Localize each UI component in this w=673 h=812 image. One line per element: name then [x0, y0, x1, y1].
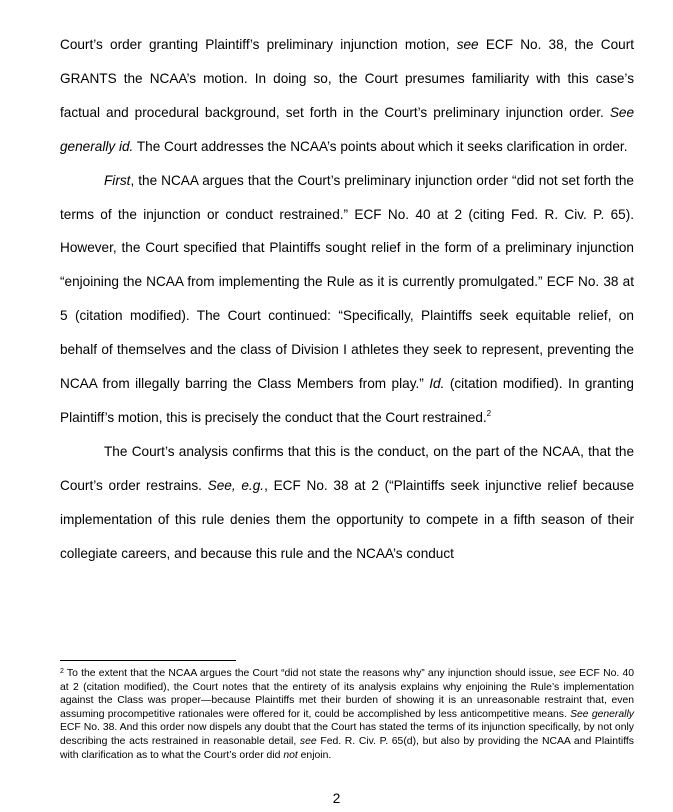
text-run: The Court addresses the NCAA’s points about which it seeks clarification in order.	[133, 138, 628, 154]
italic-lead-word: First	[104, 172, 131, 188]
italic-citation-signal: See generally	[570, 708, 634, 720]
footnote-separator	[60, 660, 236, 661]
italic-citation-signal: Id.	[429, 376, 445, 392]
text-run: Fed. R. Civ. P. 65(d), but also by providing the NCAA and Plaintiffs with clarification as to what the Court’s order did	[60, 735, 634, 761]
text-run: (citation modified). In granting Plaintiff’s motion, this is precisely the conduct that the Court restrained.	[60, 376, 634, 425]
italic-citation-signal: see	[559, 668, 576, 679]
text-run: ECF No. 38. And this order now dispels any doubt that the Court has stated the terms of its injunction specifically, by not only describing the acts restrained in reasonable detail,	[60, 722, 634, 747]
footnote-reference[interactable]: 2	[486, 408, 492, 418]
text-run: Court’s order granting Plaintiff’s preliminary injunction motion,	[60, 37, 457, 52]
paragraph-2	[60, 164, 634, 435]
body-text	[60, 28, 634, 571]
italic-citation-signal: see	[299, 735, 317, 747]
text-run: , the NCAA argues that the Court’s preliminary injunction order “did not set forth the terms of the injunction or conduct restrained.” ECF No. 40 at 2 (citing Fed. R. Civ. P. 65). However, the Court specified that Plaintiffs sought relief in the form of a preliminary injunction “enjoining the NCAA from implementing the Rule as it is currently promulgated.” ECF No. 38 at 5 (citation modified). The Court continued: “Specifically, Plaintiffs seek equitable relief, on behalf of themselves and the class of Division I athletes they seek to represent, preventing the NCAA from illegally barring the Class Members from play.”	[60, 172, 634, 392]
text-run: The Court’s analysis confirms that this is the conduct, on the part of the NCAA, that the Court’s order restrains.	[60, 443, 634, 493]
footnote	[60, 667, 634, 762]
footnote-number: 2	[60, 668, 64, 675]
italic-emphasis: not	[283, 749, 298, 761]
italic-citation-signal: See, e.g.	[207, 477, 265, 493]
text-run: ECF No. 38, the Court GRANTS the NCAA’s motion. In doing so, the Court presumes familiarity with this case’s factual and procedural background, set forth in the Court’s preliminary injunction order.	[60, 37, 634, 120]
text-run: ECF No. 40 at 2 (citation modified), the Court notes that the entirety of its analysis explains why enjoining the Rule’s implementation against the Class was proper—because Plaintiffs met their burden of showing it is an unreasonable restraint that, even assuming procompetitive rationales were offered for it, could be accomplished by less anticompetitive means.	[60, 668, 635, 720]
text-run: enjoin.	[297, 749, 332, 761]
italic-citation-signal: see	[456, 37, 479, 52]
text-run: , ECF No. 38 at 2 (“Plaintiffs seek injunctive relief because implementation of this rule denies them the opportunity to compete in a fifth season of their collegiate careers, and because this rule and the NCAA’s conduct	[60, 477, 635, 561]
paragraph-1	[60, 28, 634, 164]
text-run: To the extent that the NCAA argues the Court “did not state the reasons why” any injunction should issue,	[63, 668, 560, 679]
italic-citation-signal: See generally id.	[60, 104, 634, 154]
paragraph-3	[60, 435, 634, 571]
page-number: 2	[332, 791, 341, 806]
